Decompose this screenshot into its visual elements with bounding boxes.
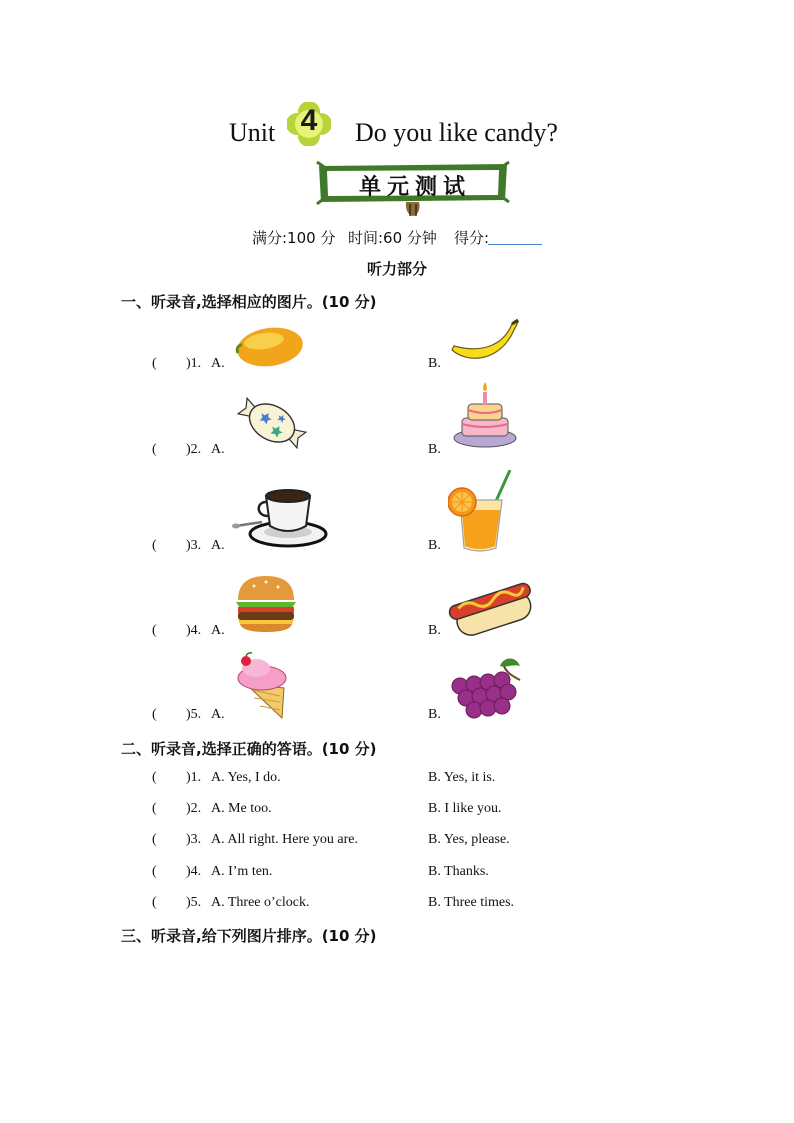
- full-marks: 满分:100 分: [252, 229, 336, 247]
- banana-icon[interactable]: [452, 320, 518, 358]
- banner-text: 单元测试: [358, 175, 471, 200]
- option-b-label: B.: [428, 442, 441, 457]
- score-label: 得分:: [454, 229, 490, 247]
- mango-icon[interactable]: [234, 325, 304, 369]
- answer-bracket[interactable]: (: [152, 707, 157, 722]
- option-b: B. Yes, please.: [428, 832, 510, 847]
- option-b-label: B.: [428, 538, 441, 553]
- option-b: B. Thanks.: [428, 864, 489, 879]
- option-a: A. Three o’clock.: [211, 895, 310, 910]
- answer-bracket[interactable]: (: [152, 864, 157, 879]
- question-number: )5.: [186, 895, 202, 910]
- part1-title: 一、听录音,选择相应的图片。(10 分): [121, 293, 377, 311]
- answer-bracket[interactable]: (: [152, 832, 157, 847]
- option-b-label: B.: [428, 356, 441, 371]
- part2-title: 二、听录音,选择正确的答语。(10 分): [121, 740, 377, 758]
- option-a: A. Yes, I do.: [211, 770, 281, 785]
- option-a: A. All right. Here you are.: [211, 832, 358, 847]
- birthday-cake-icon[interactable]: [452, 380, 518, 452]
- answer-bracket[interactable]: (: [152, 623, 157, 638]
- hot-dog-icon[interactable]: [448, 578, 536, 638]
- option-b-label: B.: [428, 707, 441, 722]
- grapes-icon[interactable]: [448, 652, 524, 720]
- answer-bracket[interactable]: (: [152, 895, 157, 910]
- option-a: A. I’m ten.: [211, 864, 273, 879]
- coffee-cup-icon[interactable]: [232, 486, 328, 552]
- option-a-label: A.: [211, 538, 225, 553]
- option-a-label: A.: [211, 442, 225, 457]
- listening-heading: 听力部分: [366, 260, 427, 278]
- answer-bracket[interactable]: (: [152, 442, 157, 457]
- ice-cream-icon[interactable]: [232, 652, 292, 720]
- question-number: )2.: [186, 801, 202, 816]
- option-b: B. Yes, it is.: [428, 770, 496, 785]
- answer-bracket[interactable]: (: [152, 538, 157, 553]
- option-b: B. I like you.: [428, 801, 502, 816]
- answer-bracket[interactable]: (: [152, 356, 157, 371]
- question-number: )4.: [186, 623, 202, 638]
- candy-icon[interactable]: [232, 388, 312, 458]
- option-a-label: A.: [211, 707, 225, 722]
- question-number: )3.: [186, 538, 202, 553]
- unit-label: Unit: [229, 118, 276, 147]
- question-number: )4.: [186, 864, 202, 879]
- option-b: B. Three times.: [428, 895, 515, 910]
- score-blank[interactable]: [488, 244, 542, 245]
- option-b-label: B.: [428, 623, 441, 638]
- answer-bracket[interactable]: (: [152, 801, 157, 816]
- option-a-label: A.: [211, 356, 225, 371]
- question-number: )1.: [186, 770, 202, 785]
- hamburger-icon[interactable]: [234, 574, 298, 634]
- question-number: )2.: [186, 442, 202, 457]
- answer-bracket[interactable]: (: [152, 770, 157, 785]
- unit-title: Do you like candy?: [355, 118, 558, 147]
- question-number: )5.: [186, 707, 202, 722]
- question-number: )1.: [186, 356, 202, 371]
- option-a: A. Me too.: [211, 801, 272, 816]
- question-number: )3.: [186, 832, 202, 847]
- part3-title: 三、听录音,给下列图片排序。(10 分): [121, 927, 377, 945]
- orange-juice-icon[interactable]: [448, 470, 518, 554]
- time-limit: 时间:60 分钟: [348, 229, 437, 247]
- option-a-label: A.: [211, 623, 225, 638]
- unit-number: 4: [300, 104, 318, 137]
